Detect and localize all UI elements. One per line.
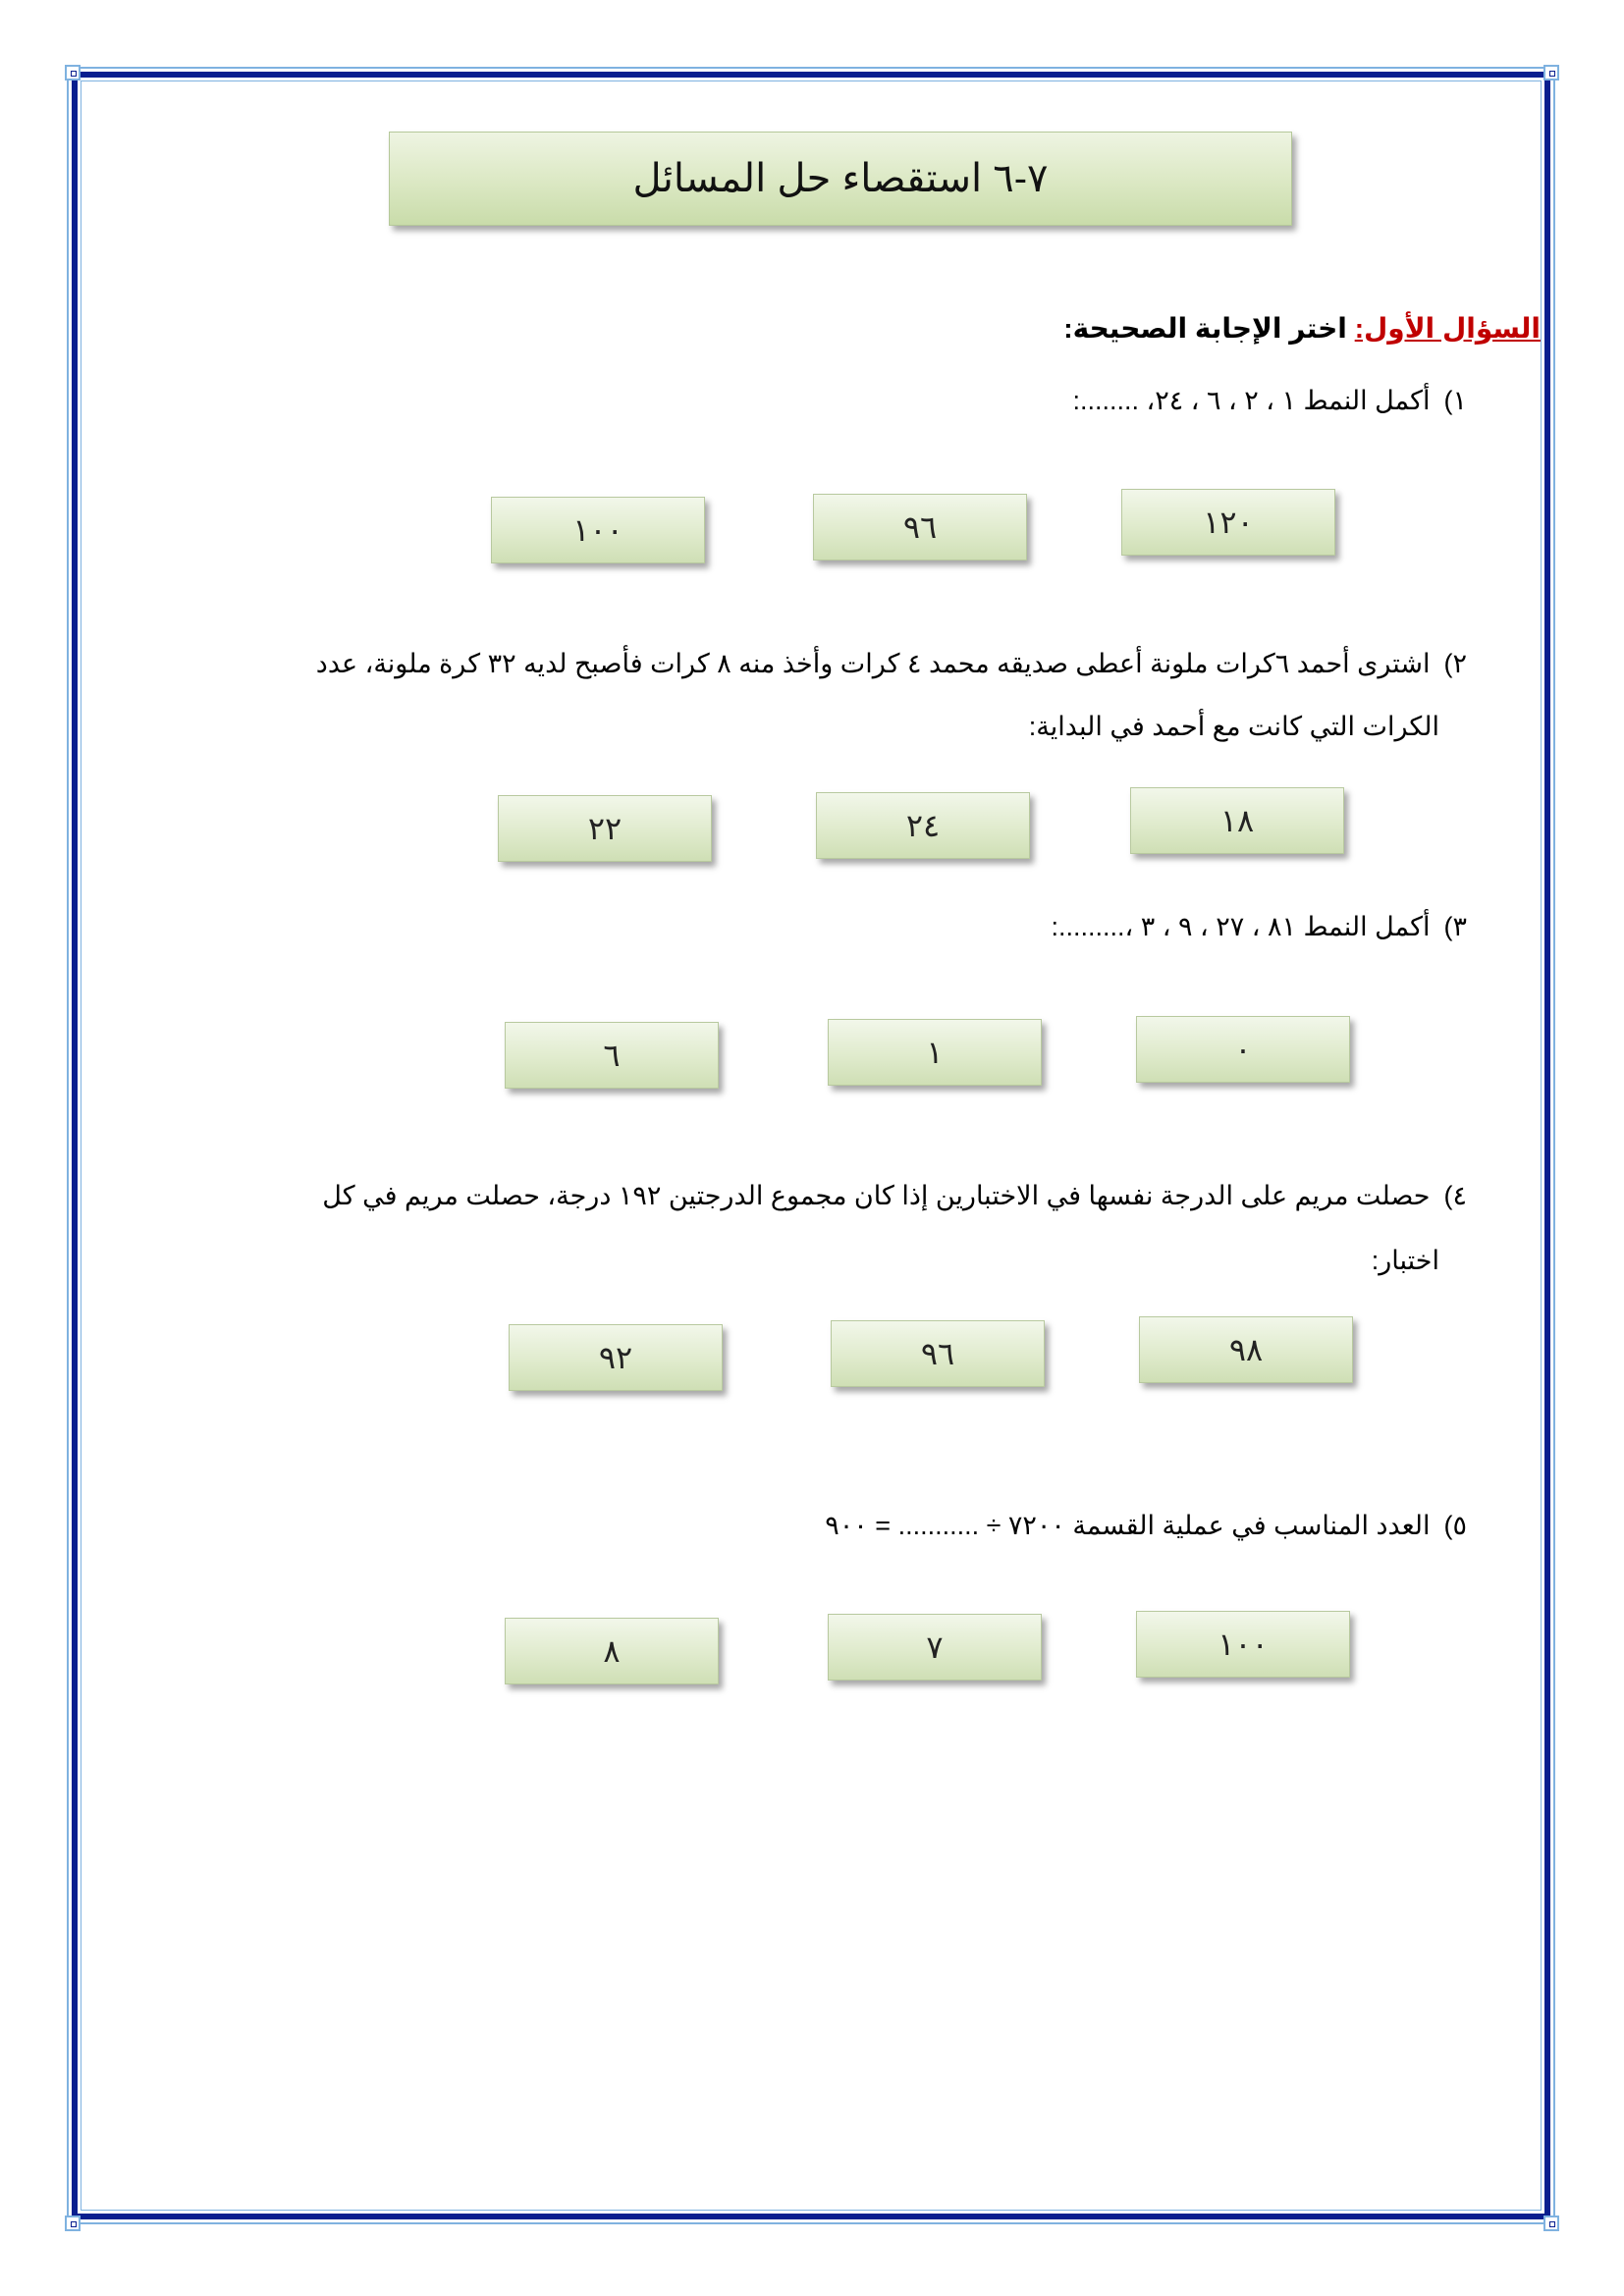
question-number: ٣) (1443, 912, 1467, 941)
question-4 (322, 1176, 1467, 1215)
section-instruction: اختر الإجابة الصحيحة: (1063, 313, 1347, 344)
border-corner-ornament (65, 2216, 81, 2231)
question-text: اختبار: (1371, 1246, 1439, 1275)
question-number: ١) (1443, 386, 1467, 415)
question-text: الكرات التي كانت مع أحمد في البداية: (1028, 712, 1439, 741)
answer-option[interactable]: ٠ (1136, 1016, 1350, 1083)
page-title: ٧-٦ استقصاء حل المسائل (632, 157, 1049, 200)
answer-option[interactable]: ١ (828, 1019, 1042, 1086)
question-text: حصلت مريم على الدرجة نفسها في الاختبارين إذا كان مجموع الدرجتين ١٩٢ درجة، حصلت مريم في كل (322, 1181, 1431, 1210)
question-5 (825, 1506, 1467, 1545)
question-text: أكمل النمط ٨١ ، ٢٧ ، ٩ ، ٣ ،.........: (1051, 912, 1431, 941)
question-2-continued (1029, 707, 1439, 746)
answer-option[interactable]: ٧ (828, 1614, 1042, 1681)
title-banner (389, 132, 1292, 226)
border-corner-ornament (1543, 2216, 1559, 2231)
answer-option[interactable]: ١٠٠ (491, 497, 705, 563)
border-corner-ornament (1543, 65, 1559, 80)
question-number: ٥) (1443, 1511, 1467, 1540)
question-2 (316, 644, 1467, 683)
answer-option[interactable]: ٢٢ (498, 795, 712, 862)
answer-option[interactable]: ١٠٠ (1136, 1611, 1350, 1678)
answer-option[interactable]: ٢٤ (816, 792, 1030, 859)
question-number: ٤) (1443, 1181, 1467, 1210)
answer-option[interactable]: ٩٢ (509, 1324, 723, 1391)
answer-option[interactable]: ٩٦ (813, 494, 1027, 561)
question-text: أكمل النمط ١ ، ٢ ، ٦ ، ٢٤، ........: (1072, 386, 1431, 415)
question-text: اشترى أحمد ٦كرات ملونة أعطى صديقه محمد ٤ كرات وأخذ منه ٨ كرات فأصبح لديه ٣٢ كرة ملونة، عدد (315, 649, 1431, 678)
answer-option[interactable]: ١٢٠ (1121, 489, 1335, 556)
answer-option[interactable]: ٩٨ (1139, 1316, 1353, 1383)
question-4-continued (1372, 1241, 1439, 1280)
answer-option[interactable]: ٩٦ (831, 1320, 1045, 1387)
question-number: ٢) (1443, 649, 1467, 678)
section-heading (1063, 312, 1541, 345)
answer-option[interactable]: ٦ (505, 1022, 719, 1089)
question-text: العدد المناسب في عملية القسمة ٧٢٠٠ ÷ ........... = ٩٠٠ (825, 1511, 1431, 1540)
question-3 (1052, 907, 1468, 946)
answer-option[interactable]: ٨ (505, 1618, 719, 1684)
answer-option[interactable]: ١٨ (1130, 787, 1344, 854)
question-1 (1073, 381, 1468, 420)
section-label: السؤال الأول: (1354, 313, 1541, 344)
border-corner-ornament (65, 65, 81, 80)
